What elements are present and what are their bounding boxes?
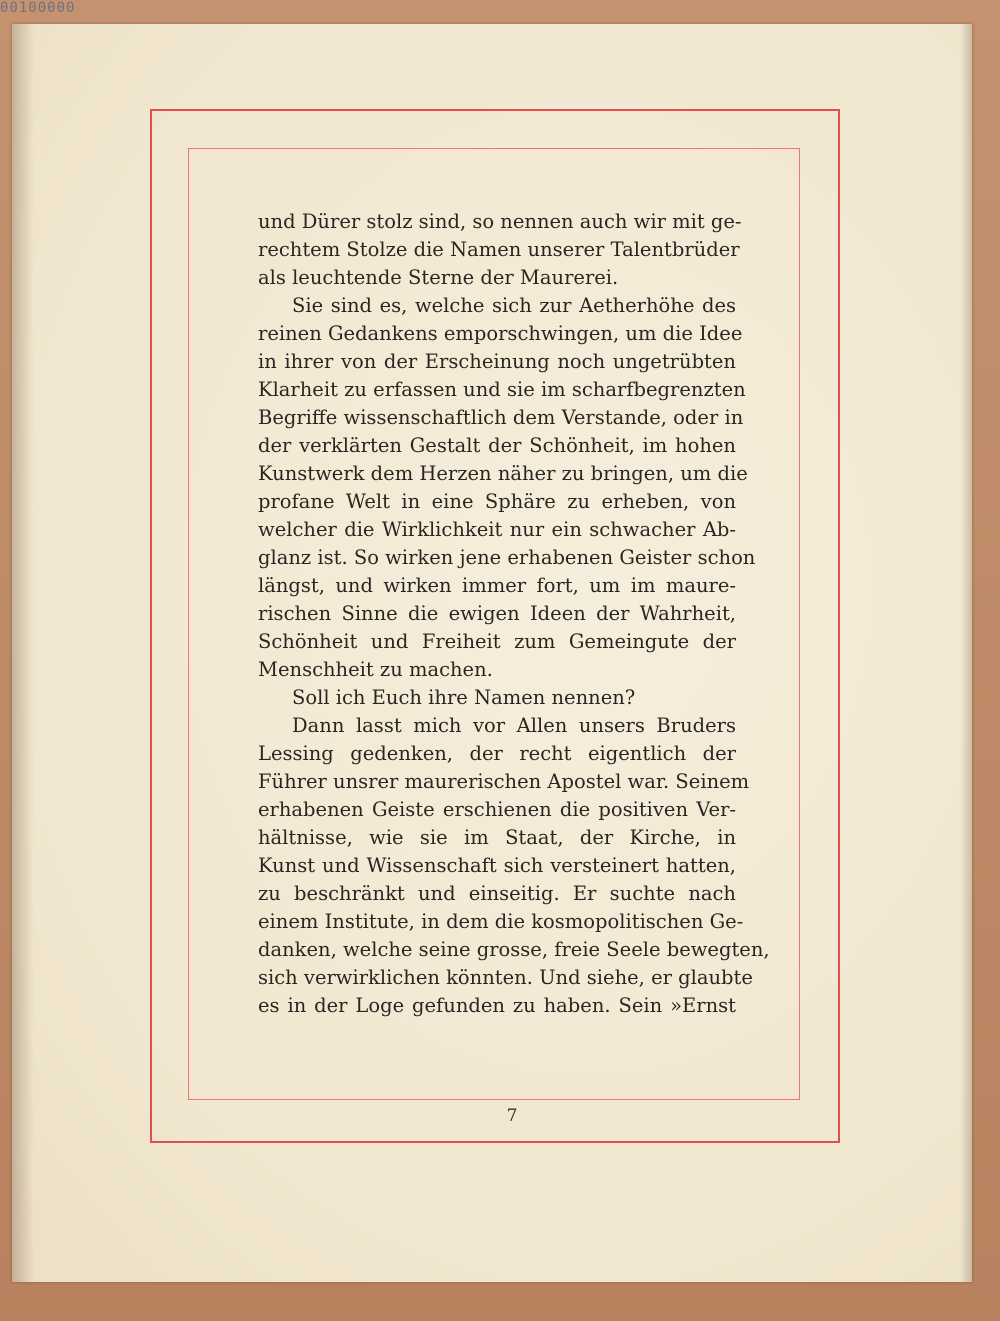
text-line: und Dürer stolz sind, so nennen auch wir mit ge-	[258, 210, 742, 233]
text-line: profane Welt in eine Sphäre zu erheben, von	[258, 490, 736, 513]
text-line: Dann lasst mich vor Allen unsers Bruders	[292, 714, 736, 737]
page-number: 7	[506, 1106, 518, 1126]
text-line: rischen Sinne die ewigen Ideen der Wahrheit,	[258, 602, 736, 625]
text-line: als leuchtende Sterne der Maurerei.	[258, 266, 619, 289]
text-line: reinen Gedankens emporschwingen, um die Idee	[258, 322, 743, 345]
text-line: es in der Loge gefunden zu haben. Sein »Ernst	[258, 994, 736, 1017]
book-page	[12, 24, 972, 1282]
text-line: sich verwirklichen könnten. Und siehe, er glaubte	[258, 966, 753, 989]
text-line: welcher die Wirklichkeit nur ein schwacher Ab-	[258, 518, 736, 541]
text-line: Soll ich Euch ihre Namen nennen?	[292, 686, 636, 709]
text-line: Lessing gedenken, der recht eigentlich der	[258, 742, 736, 765]
page-edge-shadow	[960, 24, 972, 1282]
text-line: längst, und wirken immer fort, um im maure-	[258, 574, 736, 597]
text-line: rechtem Stolze die Namen unserer Talentbrüder	[258, 238, 740, 261]
text-line: hältnisse, wie sie im Staat, der Kirche, in	[258, 826, 736, 849]
body-text	[258, 208, 770, 1020]
text-line: der verklärten Gestalt der Schönheit, im hohen	[258, 434, 736, 457]
text-line: Führer unsrer maurerischen Apostel war. Seinem	[258, 770, 750, 793]
text-line: Menschheit zu machen.	[258, 658, 493, 681]
spine-shadow	[12, 24, 34, 1282]
text-line: einem Institute, in dem die kosmopolitischen Ge-	[258, 910, 744, 933]
text-line: zu beschränkt und einseitig. Er suchte nach	[258, 882, 736, 905]
text-line: Sie sind es, welche sich zur Aetherhöhe des	[292, 294, 736, 317]
text-line: in ihrer von der Erscheinung noch ungetrübten	[258, 350, 736, 373]
text-line: erhabenen Geiste erschienen die positiven Ver-	[258, 798, 736, 821]
text-line: Schönheit und Freiheit zum Gemeingute der	[258, 630, 736, 653]
text-line: Kunstwerk dem Herzen näher zu bringen, um die	[258, 462, 748, 485]
text-line: Klarheit zu erfassen und sie im scharfbegrenzten	[258, 378, 746, 401]
text-line: Kunst und Wissenschaft sich versteinert hatten,	[258, 854, 736, 877]
text-line: Begriffe wissenschaftlich dem Verstande, oder in	[258, 406, 744, 429]
text-line: danken, welche seine grosse, freie Seele bewegten,	[258, 938, 770, 961]
scan-corner-mark: 00100000	[0, 0, 76, 16]
text-line: glanz ist. So wirken jene erhabenen Geister schon	[258, 546, 756, 569]
